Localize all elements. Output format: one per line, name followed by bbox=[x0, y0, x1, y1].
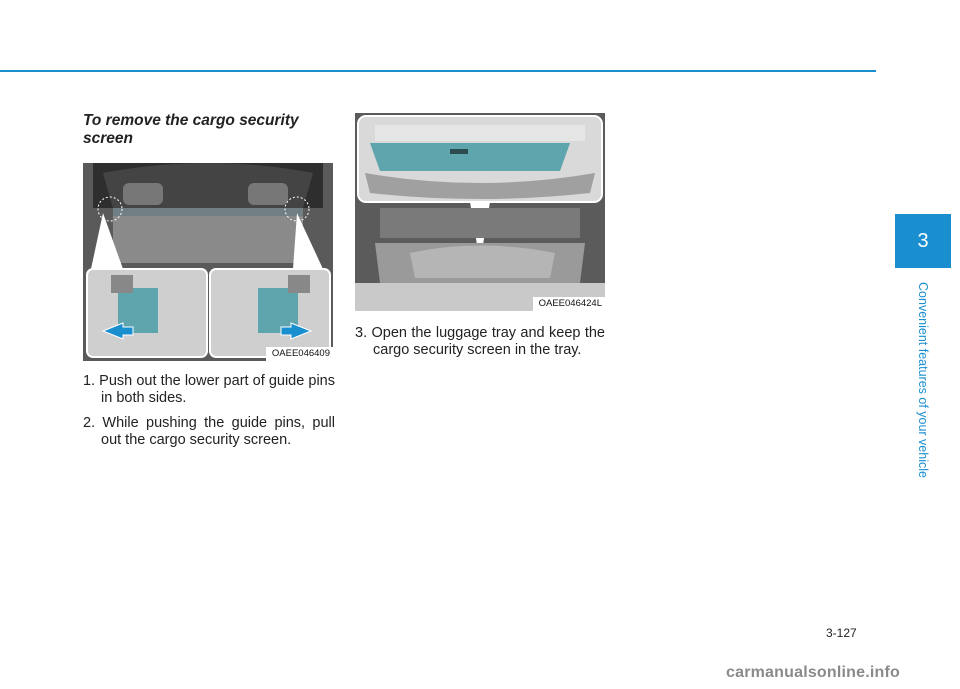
figure-cargo-screen-guide-pins bbox=[83, 163, 333, 361]
luggage-tray-illustration bbox=[355, 113, 605, 311]
right-column bbox=[355, 325, 605, 367]
left-column bbox=[83, 112, 335, 457]
figure-code: OAEE046409 bbox=[266, 347, 333, 361]
watermark: carmanualsonline.info bbox=[726, 664, 901, 681]
figure-luggage-tray bbox=[355, 113, 605, 311]
page-number: 3-127 bbox=[826, 626, 857, 640]
steps-list bbox=[83, 373, 335, 449]
section-title: To remove the cargo security screen bbox=[83, 112, 299, 147]
header-rule bbox=[0, 70, 876, 72]
chapter-title: Convenient features of your vehicle bbox=[916, 282, 930, 478]
cargo-area-illustration bbox=[83, 163, 333, 361]
step-2: 2. While pushing the guide pins, pull out the cargo security screen. bbox=[83, 415, 335, 448]
step-1: 1. Push out the lower part of guide pins in both sides. bbox=[83, 373, 335, 406]
chapter-tab: 3 bbox=[895, 214, 951, 268]
steps-list-2 bbox=[355, 325, 605, 359]
figure-code: OAEE046424L bbox=[533, 297, 605, 311]
step-3: 3. Open the luggage tray and keep the cargo security screen in the tray. bbox=[355, 325, 605, 358]
